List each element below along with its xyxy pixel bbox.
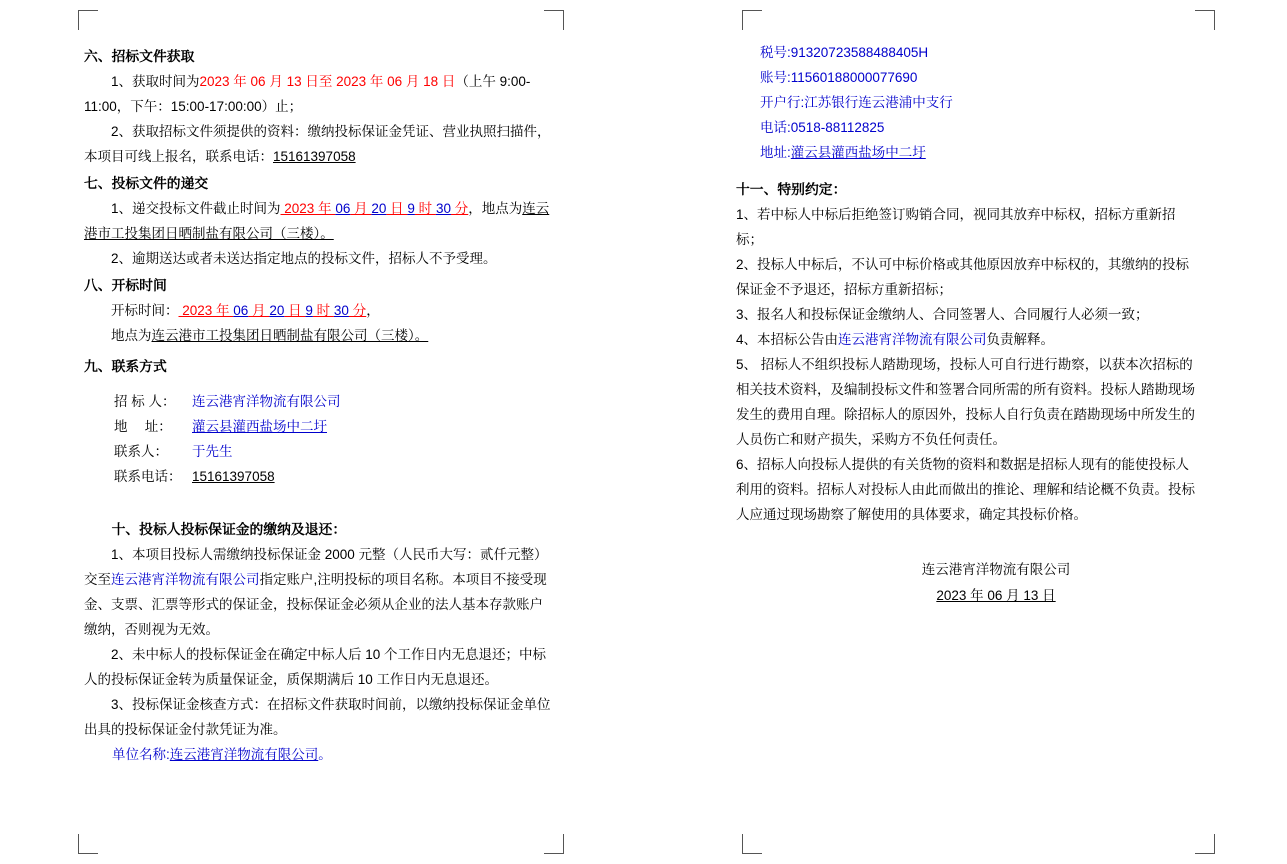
text-run-year: 2023 年: [178, 303, 234, 318]
submission-location: 连云港市工投集团日晒制盐有限公司（三楼）。: [84, 201, 550, 241]
text-run-label: 月: [248, 303, 270, 318]
signature-company: 连云港宵洋物流有限公司: [921, 562, 1071, 577]
text-run-hour: 9: [407, 201, 415, 216]
text-run: 1、本项目投标人需缴纳投标保证金 2000 元整（人民币大写：贰仟元整）交至: [84, 547, 548, 587]
section-heading-7: 七、投标文件的递交: [84, 176, 209, 191]
contact-value-phone: 15161397058: [192, 469, 275, 484]
bank-info-value: 灌云县灌西盐场中二圩: [790, 145, 926, 160]
paragraph-10-2: 2、未中标人的投标保证金在确定中标人后 10 个工作日内无息退还；中标人的投标保证金转为质量保证金，质保期满后 10 工作日内无息退还。: [84, 647, 547, 687]
contact-value-person: 于先生: [192, 444, 233, 459]
text-run-label: 分: [348, 303, 367, 318]
crop-mark-top-right: [1195, 10, 1215, 30]
page-gap: [640, 0, 650, 864]
bank-info-value: 0518-88112825: [790, 120, 885, 135]
bank-info-value: 91320723588488405H: [790, 45, 929, 60]
crop-mark-bottom-left: [78, 834, 98, 854]
bank-info-value: 11560188000077690: [790, 70, 918, 85]
bank-info-bank: [736, 90, 1196, 115]
paragraph-8-2: [84, 323, 554, 348]
section-heading-8: 八、开标时间: [84, 278, 167, 293]
document-page-left: [0, 0, 640, 864]
interpreting-company: 连云港宵洋物流有限公司: [838, 332, 987, 347]
left-page-content: [84, 42, 554, 767]
crop-mark-top-right: [544, 10, 564, 30]
contact-value-company: 连云港宵洋物流有限公司: [192, 394, 341, 409]
special-term-5: 5、 招标人不组织投标人踏勘现场，投标人可自行进行勘察，以获本次招标的相关技术资料，及编制投标文件和签署合同所需的所有资料。投标人踏勘现场发生的费用自理。除招标人的原因外，投标人自行负责在踏勘现场中所发生的人员伤亡和财产损失，采购方不负任何责任。: [736, 357, 1195, 447]
special-term-3: 3、报名人和投标保证金缴纳人、合同签署人、合同履行人必须一致；: [736, 307, 1149, 322]
contact-row-address: [84, 414, 554, 439]
signature-block: [736, 557, 1196, 609]
text-run: 4、本招标公告由: [736, 332, 839, 347]
section-heading-9: 九、联系方式: [84, 359, 167, 374]
unit-name-label: 单位名称:: [112, 747, 170, 762]
spacer: [84, 379, 554, 389]
crop-mark-bottom-right: [544, 834, 564, 854]
text-run: 指定账户,注明投标的项目名称。本项目不接受现金、支票、汇票等形式的保证金，投标保证金必须从企业的法人基本存款账户缴纳，否则视为无效。: [84, 572, 547, 637]
unit-name-value: 连云港宵洋物流有限公司: [169, 747, 319, 762]
crop-mark-top-left: [742, 10, 762, 30]
text-run: 负责解释。: [986, 332, 1055, 347]
contact-label: 招 标 人：: [114, 394, 176, 409]
text-run-day: 20: [269, 303, 285, 318]
text-run-year: 2023 年: [280, 201, 336, 216]
text-run: 2、获取招标文件须提供的资料：缴纳投标保证金凭证、营业执照扫描件，本项目可线上报名，联系电话：: [84, 124, 551, 164]
paragraph-6-1: [84, 69, 554, 119]
special-term-2: 2、投标人中标后，不认可中标价格或其他原因放弃中标权的，其缴纳的投标保证金不予退还，招标方重新招标；: [736, 257, 1190, 297]
text-run-minute: 30: [435, 201, 451, 216]
section-heading-11: 十一、特别约定：: [736, 182, 847, 197]
text-run-hour: 9: [305, 303, 313, 318]
text-run: 1、获取时间为: [111, 74, 200, 89]
special-term-4: [736, 327, 1196, 352]
text-run: 开标时间：: [111, 303, 179, 318]
text-run: 1、递交投标文件截止时间为: [111, 201, 281, 216]
special-term-6: 6、招标人向投标人提供的有关货物的资料和数据是招标人现有的能使投标人利用的资料。招标人对投标人由此而做出的推论、理解和结论概不负责。投标人应通过现场勘察了解使用的具体要求，确定其投标价格。: [736, 457, 1195, 522]
paragraph-10-1: [84, 542, 554, 642]
document-page-right: [650, 0, 1287, 864]
text-run-label: 时: [414, 201, 436, 216]
trailing-space: [275, 469, 289, 484]
bank-info-account: [736, 65, 1196, 90]
deposit-payee-company: 连云港宵洋物流有限公司: [111, 572, 260, 587]
contact-value-address: 灌云县灌西盐场中二圩: [192, 419, 327, 434]
text-run-minute: 30: [333, 303, 349, 318]
text-run: 。: [318, 747, 332, 762]
text-run: ，: [366, 303, 380, 318]
text-run-label: 时: [312, 303, 334, 318]
text-run-label: 分: [450, 201, 469, 216]
text-run: （上午 9:00-11:00，下午：15:00-17:00:00）止；: [84, 74, 531, 114]
text-run-day: 20: [371, 201, 387, 216]
crop-mark-bottom-right: [1195, 834, 1215, 854]
text-run: 地点为: [111, 328, 152, 343]
paragraph-8-1: [84, 298, 554, 323]
spacer: [84, 489, 554, 515]
contact-label: 联系电话：: [114, 469, 182, 484]
bank-info-label: 地址:: [760, 145, 791, 160]
crop-mark-bottom-left: [742, 834, 762, 854]
bank-info-label: 税号:: [760, 45, 791, 60]
spacer: [736, 165, 1196, 175]
section-heading-10: 十、投标人投标保证金的缴纳及退还：: [111, 522, 347, 537]
special-term-1: 1、若中标人中标后拒绝签订购销合同，视同其放弃中标权，招标方重新招标；: [736, 207, 1176, 247]
text-run: ，地点为: [468, 201, 523, 216]
text-run-label: 月: [350, 201, 372, 216]
text-run-label: 日: [386, 201, 408, 216]
bank-info-address: [736, 140, 1196, 165]
paragraph-10-4: [84, 742, 554, 767]
contact-row-person: [84, 439, 554, 464]
bid-opening-location: 连云港市工投集团日晒制盐有限公司（三楼）。: [151, 328, 429, 343]
bank-info-label: 账号:: [760, 70, 791, 85]
text-run-date: 2023 年 06 月 13 日至 2023 年 06 月 18 日: [199, 74, 456, 89]
text-run: [356, 149, 370, 164]
contact-row-phone: [84, 464, 554, 489]
contact-label: 地 址：: [114, 419, 172, 434]
paragraph-6-2: [84, 119, 554, 169]
contact-phone-inline: 15161397058: [273, 149, 356, 164]
crop-mark-top-left: [78, 10, 98, 30]
paragraph-7-2: 2、逾期送达或者未送达指定地点的投标文件，招标人不予受理。: [111, 251, 497, 266]
bank-info-phone: [736, 115, 1196, 140]
bank-info-label: 电话:: [760, 120, 791, 135]
right-page-content: [736, 40, 1196, 609]
contact-row-tenderer: [84, 389, 554, 414]
bank-info-value: 江苏银行连云港浦中支行: [804, 95, 953, 110]
paragraph-7-1: [84, 196, 554, 246]
bank-info-label: 开户行:: [760, 95, 805, 110]
contact-label: 联系人：: [114, 444, 168, 459]
bank-info-tax: [736, 40, 1196, 65]
text-run-month: 06: [233, 303, 249, 318]
section-heading-6: 六、招标文件获取: [84, 49, 195, 64]
text-run-month: 06: [335, 201, 351, 216]
signature-date: 2023 年 06 月 13 日: [936, 588, 1056, 603]
paragraph-10-3: 3、投标保证金核查方式：在招标文件获取时间前，以缴纳投标保证金单位出具的投标保证金付款凭证为准。: [84, 697, 551, 737]
text-run-label: 日: [284, 303, 306, 318]
